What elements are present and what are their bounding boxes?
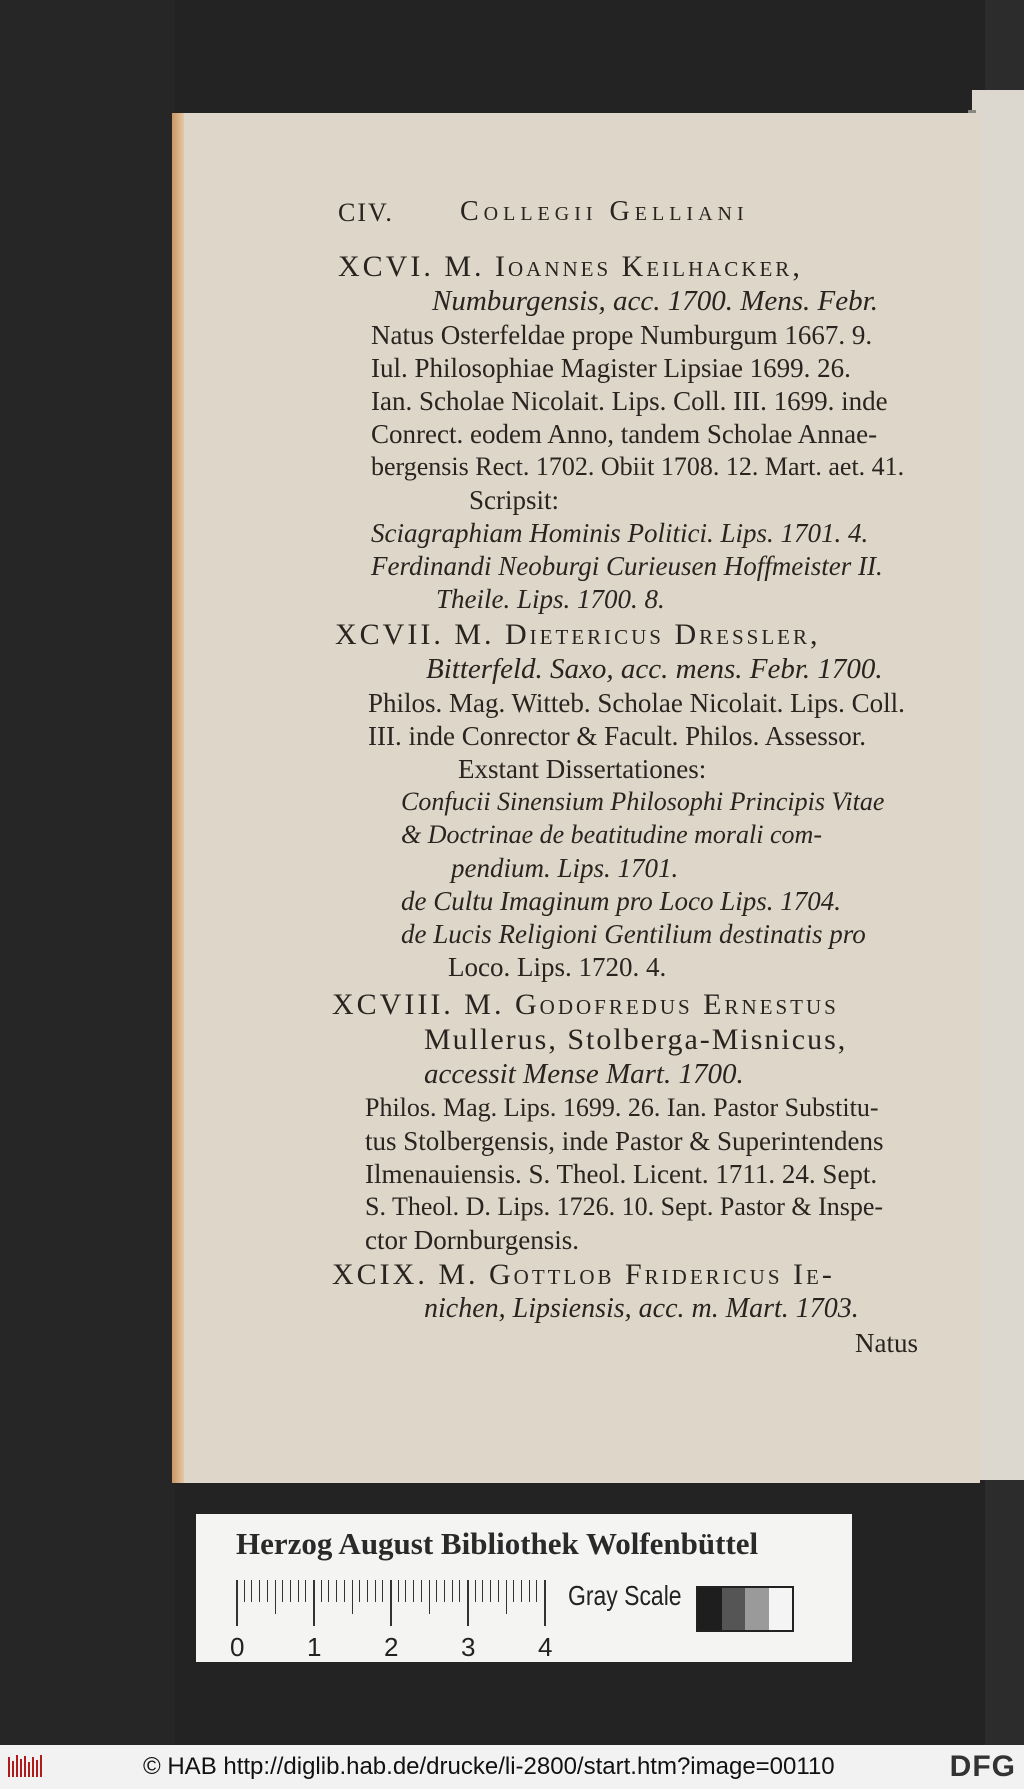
ruler-tick	[382, 1580, 383, 1602]
ruler-tick	[298, 1580, 299, 1602]
running-title: Collegii Gelliani	[460, 196, 749, 227]
text-line: Conrect. eodem Anno, tandem Scholae Annae-	[371, 419, 878, 449]
ruler-tick	[267, 1580, 268, 1602]
measurement-ruler	[236, 1580, 546, 1626]
ruler-tick	[313, 1580, 315, 1626]
ruler-tick	[259, 1580, 260, 1602]
ruler-tick	[398, 1580, 399, 1602]
work-title: & Doctrinae de beatitudine morali com-	[401, 820, 822, 849]
page-folio: CIV.	[338, 198, 394, 227]
gray-scale-label: Gray Scale	[568, 1580, 682, 1611]
ruler-tick	[436, 1580, 437, 1602]
ruler-tick	[244, 1580, 245, 1602]
text-line: Ian. Scholae Nicolait. Lips. Coll. III. 1699. inde	[371, 386, 888, 416]
work-title: Sciagraphiam Hominis Politici. Lips. 1701. 4.	[371, 518, 869, 548]
ruler-tick	[482, 1580, 483, 1602]
ruler-tick	[405, 1580, 406, 1602]
entry-heading: XCVI. M. Ioannes Keilhacker,	[338, 250, 803, 283]
page-left-edge	[172, 113, 184, 1483]
text-line: Natus Osterfeldae prope Numburgum 1667. 9.	[371, 320, 873, 350]
ruler-tick	[305, 1580, 306, 1602]
text-line: Iul. Philosophiae Magister Lipsiae 1699. 26.	[371, 353, 851, 383]
ruler-tick	[367, 1580, 368, 1602]
ruler-tick	[444, 1580, 445, 1602]
text-line: Ilmenauiensis. S. Theol. Licent. 1711. 24. Sept.	[365, 1159, 878, 1189]
entry-subheading: Numburgensis, acc. 1700. Mens. Febr.	[432, 285, 878, 317]
ruler-tick	[421, 1580, 422, 1602]
ruler-label: 2	[384, 1632, 399, 1662]
ruler-tick	[275, 1580, 276, 1614]
work-title: pendium. Lips. 1701.	[451, 853, 679, 883]
ruler-label: 4	[538, 1632, 553, 1662]
ruler-label: 0	[230, 1632, 245, 1662]
dfg-logo: DFG	[949, 1750, 1016, 1783]
ruler-tick	[498, 1580, 499, 1602]
ruler-tick	[521, 1580, 522, 1602]
ruler-tick	[352, 1580, 353, 1614]
work-title: de Lucis Religioni Gentilium destinatis pro	[401, 919, 866, 949]
work-title: Theile. Lips. 1700. 8.	[436, 584, 665, 614]
section-label: Scripsit:	[469, 485, 560, 515]
card-title: Herzog August Bibliothek Wolfenbüttel	[236, 1526, 759, 1561]
ruler-tick	[467, 1580, 469, 1626]
entry-subheading: Bitterfeld. Saxo, acc. mens. Febr. 1700.	[426, 653, 883, 685]
ruler-tick	[375, 1580, 376, 1602]
text-line: III. inde Conrector & Facult. Philos. Assessor.	[368, 721, 866, 751]
catchword: Natus	[855, 1328, 918, 1358]
ruler-tick	[513, 1580, 514, 1602]
text-line: S. Theol. D. Lips. 1726. 10. Sept. Pastor & Inspe-	[365, 1192, 884, 1221]
ruler-label: 1	[307, 1632, 322, 1662]
work-title: de Cultu Imaginum pro Loco Lips. 1704.	[401, 886, 842, 916]
ruler-tick	[459, 1580, 460, 1602]
entry-subheading: nichen, Lipsiensis, acc. m. Mart. 1703.	[424, 1293, 859, 1324]
entry-subheading: accessit Mense Mart. 1700.	[424, 1058, 744, 1090]
text-line: Philos. Mag. Witteb. Scholae Nicolait. Lips. Coll.	[368, 688, 905, 718]
ruler-tick	[413, 1580, 414, 1602]
text-line: tus Stolbergensis, inde Pastor & Superintendens	[365, 1126, 884, 1156]
ruler-tick	[344, 1580, 345, 1602]
entry-heading: XCVIII. M. Godofredus Ernestus	[332, 988, 839, 1021]
ruler-tick	[282, 1580, 283, 1602]
ruler-tick	[506, 1580, 507, 1614]
ruler-tick	[475, 1580, 476, 1602]
ruler-tick	[529, 1580, 530, 1602]
entry-heading: XCVII. M. Dietericus Dressler,	[335, 618, 821, 651]
ruler-tick	[452, 1580, 453, 1602]
text-line: Loco. Lips. 1720. 4.	[448, 952, 667, 982]
viewer-footer	[0, 1745, 1024, 1789]
ruler-tick	[536, 1580, 537, 1602]
ruler-tick	[236, 1580, 238, 1626]
ruler-tick	[328, 1580, 329, 1602]
gray-swatch	[698, 1588, 722, 1630]
ruler-tick	[359, 1580, 360, 1602]
work-title: Ferdinandi Neoburgi Curieusen Hoffmeister II.	[371, 551, 883, 581]
ruler-label: 3	[461, 1632, 476, 1662]
ruler-tick	[544, 1580, 546, 1626]
ruler-tick	[290, 1580, 291, 1602]
gray-swatch	[745, 1588, 769, 1630]
section-label: Exstant Dissertationes:	[458, 754, 707, 784]
gray-swatch	[769, 1588, 793, 1630]
ruler-tick	[429, 1580, 430, 1614]
scan-background-left	[0, 0, 175, 1745]
ruler-tick	[390, 1580, 392, 1626]
ruler-tick	[321, 1580, 322, 1602]
text-line: ctor Dornburgensis.	[365, 1225, 579, 1255]
entry-heading: XCIX. M. Gottlob Fridericus Ie-	[332, 1258, 835, 1291]
ruler-tick	[251, 1580, 252, 1602]
hab-logo-icon	[6, 1753, 44, 1781]
color-calibration-card	[196, 1514, 852, 1662]
text-line: Philos. Mag. Lips. 1699. 26. Ian. Pastor Substitu-	[365, 1093, 879, 1122]
ruler-tick	[490, 1580, 491, 1602]
ruler-tick	[336, 1580, 337, 1602]
citation-link[interactable]: © HAB http://diglib.hab.de/drucke/li-2800/start.htm?image=00110	[143, 1753, 835, 1780]
text-line: bergensis Rect. 1702. Obiit 1708. 12. Mart. aet. 41.	[371, 452, 905, 481]
work-title: Confucii Sinensium Philosophi Principis Vitae	[401, 787, 885, 816]
gray-scale-swatches	[696, 1586, 794, 1632]
entry-subheading: Mullerus, Stolberga-Misnicus,	[424, 1023, 848, 1056]
gray-swatch	[722, 1588, 746, 1630]
